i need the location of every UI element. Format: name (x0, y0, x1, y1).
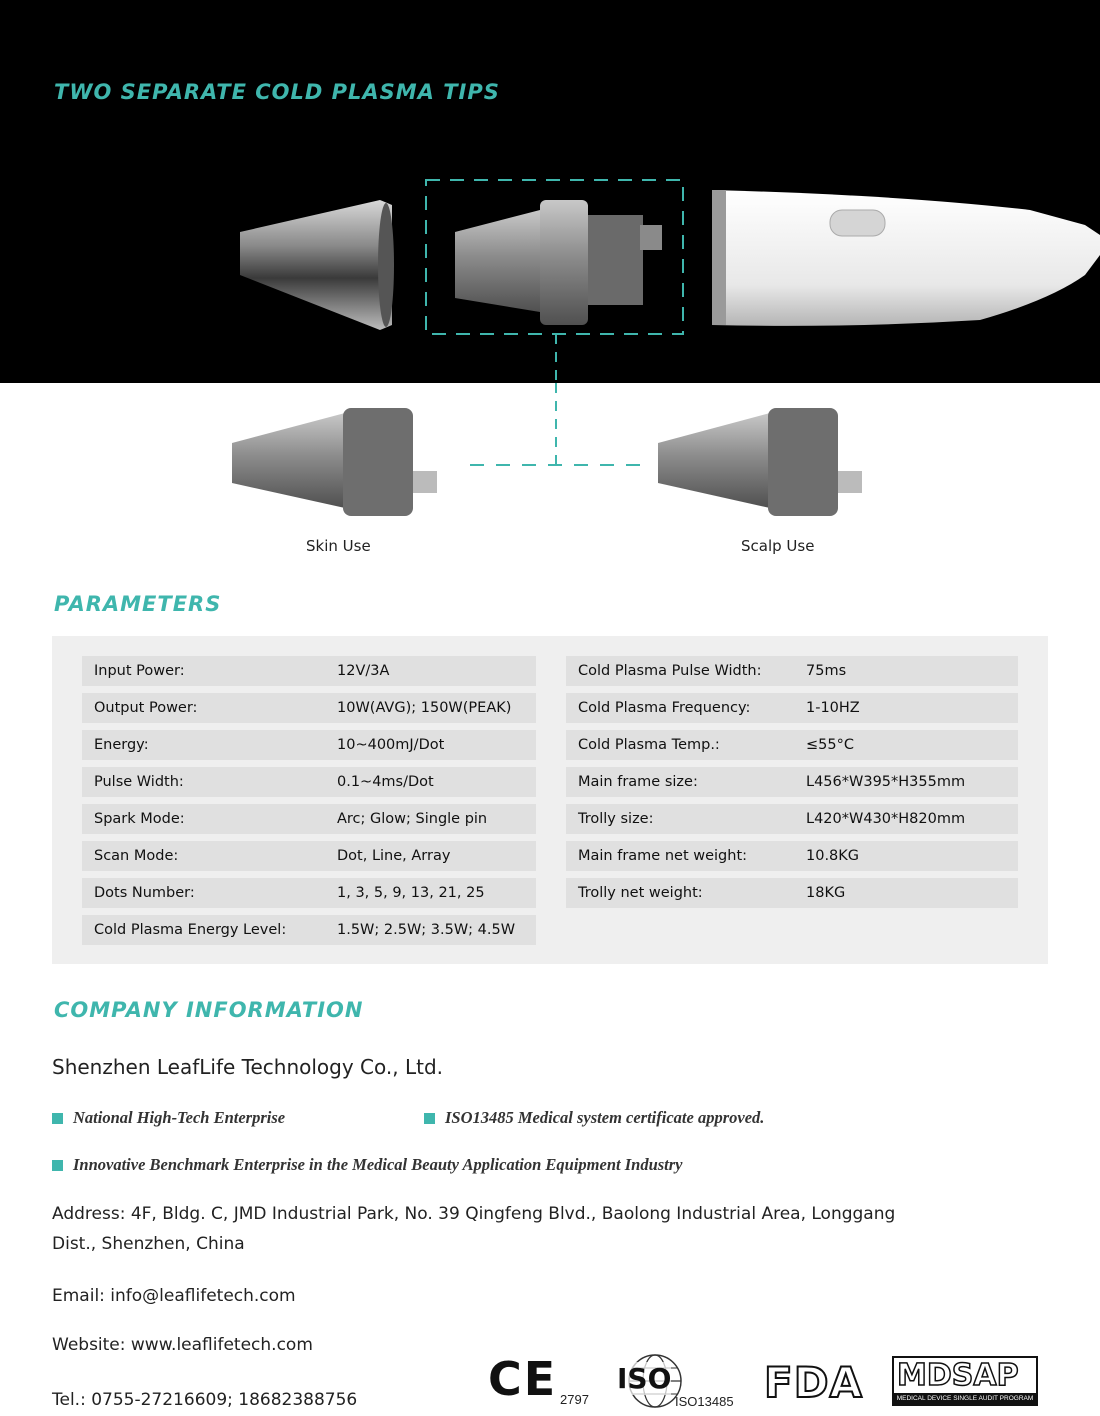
address-line-2: Dist., Shenzhen, China (52, 1234, 245, 1254)
bullet-square-icon (52, 1113, 63, 1124)
iso-number: ISO13485 (675, 1394, 734, 1409)
company-name: Shenzhen LeafLife Technology Co., Ltd. (52, 1055, 444, 1079)
param-row (82, 656, 536, 686)
param-row (82, 730, 536, 760)
param-value: 75ms (806, 663, 847, 679)
company-title: COMPANY INFORMATION (54, 998, 364, 1022)
param-label: Scan Mode: (94, 848, 179, 864)
skin-use-label: Skin Use (306, 537, 371, 555)
hero-banner (0, 0, 1100, 383)
param-value: 10~400mJ/Dot (337, 737, 445, 753)
param-label: Main frame net weight: (578, 848, 748, 864)
param-row (566, 693, 1018, 723)
bullet-item (424, 1108, 764, 1128)
param-value: 12V/3A (337, 663, 390, 679)
param-row (82, 878, 536, 908)
bullet-text: Innovative Benchmark Enterprise in the Medical Beauty Application Equipment Industry (73, 1155, 683, 1174)
param-label: Cold Plasma Frequency: (578, 700, 751, 716)
fda-logo (764, 1358, 874, 1406)
hero-tip (455, 200, 662, 325)
param-label: Cold Plasma Pulse Width: (578, 663, 762, 679)
skin-tip (232, 408, 437, 516)
param-value: 1.5W; 2.5W; 3.5W; 4.5W (337, 922, 516, 938)
tel-text: Tel.: 0755-27216609; 18682388756 (52, 1390, 358, 1410)
param-row (82, 915, 536, 945)
bullet-item (52, 1108, 285, 1128)
parameters-panel (52, 636, 1048, 964)
param-row (82, 804, 536, 834)
param-row (82, 841, 536, 871)
param-label: Trolly net weight: (578, 885, 703, 901)
ce-mark-logo (488, 1352, 598, 1412)
param-row (566, 656, 1018, 686)
param-row (566, 767, 1018, 797)
param-value: 1, 3, 5, 9, 13, 21, 25 (337, 885, 485, 901)
param-value: 10.8KG (806, 848, 860, 864)
param-label: Spark Mode: (94, 811, 185, 827)
param-label: Output Power: (94, 700, 198, 716)
param-value: 1-10HZ (806, 700, 860, 716)
fda-text: FDA (764, 1358, 864, 1407)
param-label: Dots Number: (94, 885, 195, 901)
param-row (566, 878, 1018, 908)
param-label: Cold Plasma Temp.: (578, 737, 720, 753)
bullet-item (52, 1155, 683, 1175)
mdsap-text: MDSAP (897, 1358, 1019, 1393)
email-text: Email: info@leaflifetech.com (52, 1286, 296, 1306)
tips-illustration (0, 383, 1100, 543)
param-value: ≤55°C (806, 737, 854, 753)
bullet-square-icon (52, 1160, 63, 1171)
iso-logo (617, 1352, 747, 1412)
param-value: 10W(AVG); 150W(PEAK) (337, 700, 512, 716)
param-row (566, 804, 1018, 834)
param-label: Energy: (94, 737, 149, 753)
param-row (82, 767, 536, 797)
param-label: Main frame size: (578, 774, 698, 790)
scalp-tip (658, 408, 862, 516)
website-text: Website: www.leaflifetech.com (52, 1335, 313, 1355)
param-value: L456*W395*H355mm (806, 774, 966, 790)
bullet-text: ISO13485 Medical system certificate approved. (445, 1108, 765, 1127)
mdsap-logo (892, 1356, 1038, 1406)
param-value: 0.1~4ms/Dot (337, 774, 434, 790)
param-value: L420*W430*H820mm (806, 811, 966, 827)
scalp-use-label: Scalp Use (741, 537, 815, 555)
param-row (566, 730, 1018, 760)
param-label: Cold Plasma Energy Level: (94, 922, 287, 938)
param-label: Pulse Width: (94, 774, 184, 790)
param-label: Trolly size: (578, 811, 654, 827)
ce-number: 2797 (560, 1392, 589, 1407)
hero-title: TWO SEPARATE COLD PLASMA TIPS (54, 80, 500, 104)
chrome-cap (240, 200, 394, 330)
param-value: 18KG (806, 885, 846, 901)
param-value: Arc; Glow; Single pin (337, 811, 488, 827)
iso-text: ISO (617, 1362, 672, 1395)
mdsap-subtitle: MEDICAL DEVICE SINGLE AUDIT PROGRAM (894, 1393, 1036, 1404)
param-label: Input Power: (94, 663, 185, 679)
bullet-text: National High-Tech Enterprise (73, 1108, 286, 1127)
param-row (566, 841, 1018, 871)
ce-text: CE (488, 1352, 558, 1406)
hero-illustration (0, 0, 1100, 383)
bullet-square-icon (424, 1113, 435, 1124)
param-row (82, 693, 536, 723)
parameters-title: PARAMETERS (54, 592, 222, 616)
param-value: Dot, Line, Array (337, 848, 451, 864)
address-line-1: Address: 4F, Bldg. C, JMD Industrial Park, No. 39 Qingfeng Blvd., Baolong Industrial Area, Longgang (52, 1204, 896, 1224)
handpiece (712, 190, 1100, 326)
